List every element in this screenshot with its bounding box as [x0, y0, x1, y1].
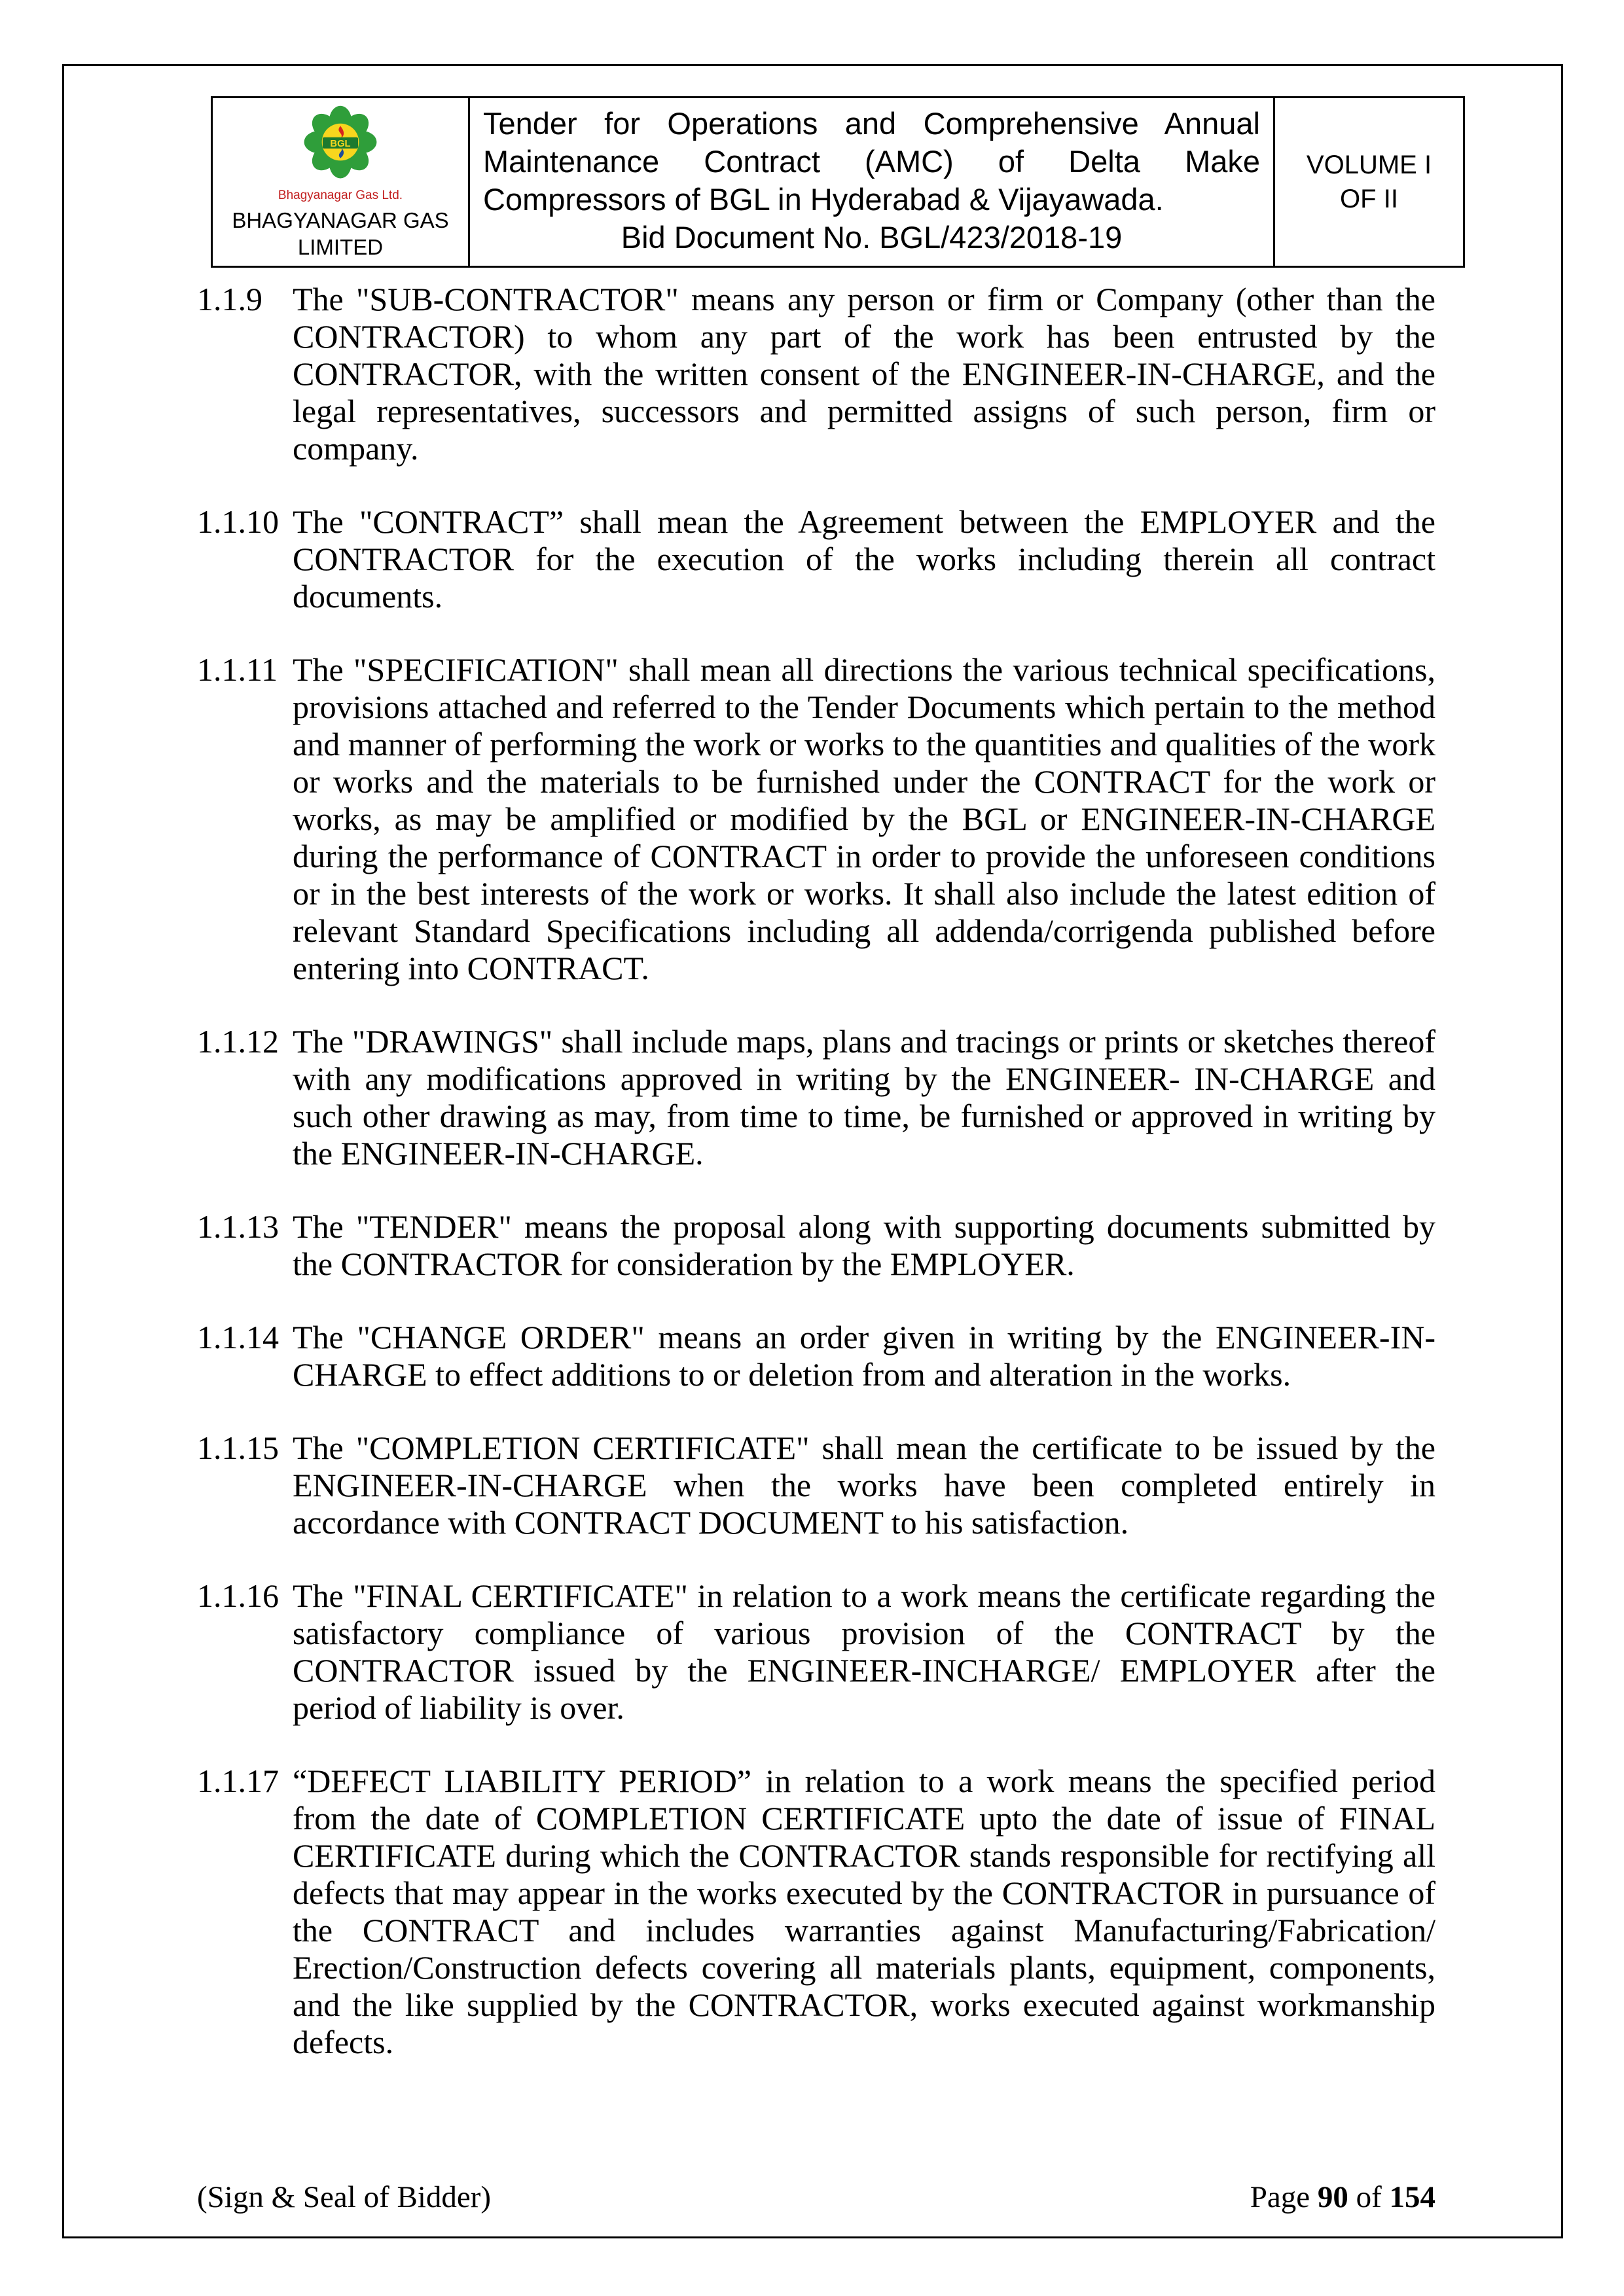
bid-document-number: Bid Document No. BGL/423/2018-19 [621, 220, 1123, 255]
company-name-line2: LIMITED [297, 235, 384, 259]
clause-text: The "CONTRACT” shall mean the Agreement between the EMPLOYER and the CONTRACTOR for the execution of the works including therein all contract documents. [293, 503, 1435, 615]
of-label: of [1356, 2180, 1382, 2214]
clause-number: 1.1.11 [197, 651, 278, 688]
clause-item [197, 651, 1435, 987]
clause-number: 1.1.12 [197, 1023, 279, 1060]
volume-line1: VOLUME I [1306, 151, 1432, 179]
page-indicator [1250, 2179, 1435, 2215]
clause-text: The "SUB-CONTRACTOR" means any person or firm or Company (other than the CONTRACTOR) to whom any part of the work has been entrusted by the CONTRACTOR, with the written consent of the ENGINEER-IN-CHARGE, and the legal representatives, successors and permitted assigns of such person, firm or company. [293, 281, 1435, 467]
clause-item [197, 1023, 1435, 1172]
clause-item [197, 1577, 1435, 1727]
title-cell [470, 98, 1275, 266]
volume-cell [1275, 98, 1463, 266]
bgl-logo-icon [289, 103, 392, 187]
clause-text: The "TENDER" means the proposal along with supporting documents submitted by the CONTRACTOR for consideration by the EMPLOYER. [293, 1208, 1435, 1282]
clause-item [197, 1208, 1435, 1283]
clause-text: The "SPECIFICATION" shall mean all directions the various technical specifications, provisions attached and referred to the Tender Documents which pertain to the method and manner of performing the work or works to the quantities and qualities of the work or works and the materials to be furnished under the CONTRACT for the work or works, as may be amplified or modified by the BGL or ENGINEER-IN-CHARGE during the performance of CONTRACT in order to provide the unforeseen conditions or in the best interests of the work or works. It shall also include the latest edition of relevant Standard Specifications including all addenda/corrigenda published before entering into CONTRACT. [293, 651, 1435, 986]
page-label: Page [1250, 2180, 1310, 2214]
clause-number: 1.1.14 [197, 1319, 279, 1355]
logo-cell [213, 98, 470, 266]
clauses-section [197, 281, 1435, 2097]
clause-text: The "FINAL CERTIFICATE" in relation to a work means the certificate regarding the satisfactory compliance of various provision of the CONTRACT by the CONTRACTOR issued by the ENGINEER-INCHARGE/ EMPLOYER after the period of liability is over. [293, 1577, 1435, 1726]
clause-number: 1.1.17 [197, 1763, 279, 1799]
clause-number: 1.1.9 [197, 281, 262, 317]
clause-item [197, 1429, 1435, 1541]
page-footer [197, 2179, 1435, 2215]
clause-number: 1.1.15 [197, 1429, 279, 1466]
clause-text: The "COMPLETION CERTIFICATE" shall mean the certificate to be issued by the ENGINEER-IN-CHARGE when the works have been completed entirely in accordance with CONTRACT DOCUMENT to his satisfaction. [293, 1429, 1435, 1541]
clause-item [197, 281, 1435, 467]
tender-title: Tender for Operations and Comprehensive Annual Maintenance Contract (AMC) of Delta Make Compressors of BGL in Hyderabad & Vijayawada. [483, 106, 1260, 217]
clause-item [197, 503, 1435, 615]
sign-seal-label: (Sign & Seal of Bidder) [197, 2180, 492, 2214]
clause-number: 1.1.16 [197, 1577, 279, 1614]
page-border-frame [62, 64, 1563, 2238]
clause-text: “DEFECT LIABILITY PERIOD” in relation to a work means the specified period from the date of COMPLETION CERTIFICATE upto the date of issue of FINAL CERTIFICATE during which the CONTRACTOR stands responsible for rectifying all defects that may appear in the works executed by the CONTRACTOR in pursuance of the CONTRACT and includes warranties against Manufacturing/Fabrication/ Erection/Construction defects covering all materials plants, equipment, components, and the like supplied by the CONTRACTOR, works executed against workmanship defects. [293, 1763, 1435, 2060]
clause-text: The "CHANGE ORDER" means an order given in writing by the ENGINEER-IN-CHARGE to effect additions to or deletion from and alteration in the works. [293, 1319, 1435, 1393]
clause-item [197, 1319, 1435, 1393]
total-pages: 154 [1389, 2180, 1435, 2214]
page-number: 90 [1317, 2180, 1348, 2214]
company-name [232, 207, 448, 260]
clause-text: The "DRAWINGS" shall include maps, plans and tracings or prints or sketches thereof with any modifications approved in writing by the ENGINEER- IN-CHARGE and such other drawing as may, from time to time, be furnished or approved in writing by the ENGINEER-IN-CHARGE. [293, 1023, 1435, 1172]
company-name-line1: BHAGYANAGAR GAS [232, 208, 449, 232]
clause-number: 1.1.10 [197, 503, 279, 540]
clause-item [197, 1763, 1435, 2061]
volume-line2: OF II [1340, 185, 1398, 213]
logo-tagline: Bhagyanagar Gas Ltd. [278, 188, 403, 202]
document-header [211, 96, 1465, 268]
clause-number: 1.1.13 [197, 1208, 279, 1245]
logo-monogram: BGL [330, 138, 351, 149]
